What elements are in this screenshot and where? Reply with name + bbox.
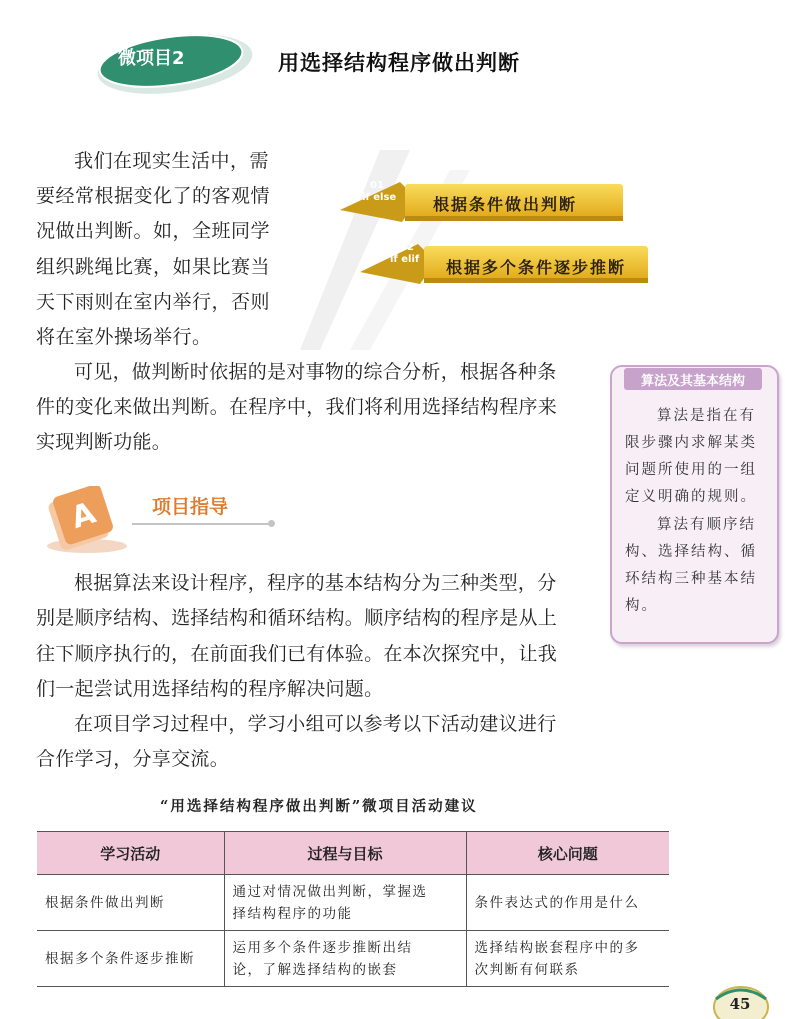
body-line: 往下顺序执行的，在前面我们已有体验。在本次探究中，让我 [36, 643, 558, 665]
arrow-label: 根据多个条件逐步推断 [446, 258, 627, 277]
body-line: 们一起尝试用选择结构的程序解决问题。 [36, 678, 384, 700]
section-letter: A [67, 495, 100, 537]
arrow-number: 02 [400, 242, 414, 253]
sidebar-line: 限步骤内求解某类 [625, 435, 757, 451]
table-cell-process: 通过对情况做出判断，掌握选 择结构程序的功能 [224, 875, 466, 931]
body-line: 合作学习，分享交流。 [36, 748, 230, 770]
section-a-icon [42, 486, 132, 556]
arrow-label: 根据条件做出判断 [433, 195, 578, 214]
body-line: 别是顺序结构、选择结构和循环结构。顺序结构的程序是从上 [36, 607, 558, 629]
page-number: 45 [729, 995, 751, 1013]
intro-line: 组织跳绳比赛，如果比赛当 [36, 256, 271, 278]
body-line: 件的变化来做出判断。在程序中，我们将利用选择结构程序来 [36, 396, 558, 418]
table-cell-activity: 根据条件做出判断 [37, 875, 224, 931]
arrow-number: 01 [370, 180, 384, 191]
intro-line: 将在室外操场举行。 [36, 326, 212, 348]
body-line: 可见，做判断时依据的是对事物的综合分析，根据各种条 [74, 361, 557, 383]
sidebar-line: 构。 [625, 598, 658, 614]
column-header: 过程与目标 [224, 832, 466, 875]
table-header-row [37, 832, 669, 875]
table-cell-question: 条件表达式的作用是什么 [466, 875, 669, 931]
arrow-item-if-else [340, 176, 625, 224]
table-cell-activity: 根据多个条件逐步推断 [37, 931, 224, 987]
column-header: 核心问题 [466, 832, 669, 875]
sidebar-line: 定义明确的规则。 [625, 489, 757, 505]
intro-line: 况做出判断。如，全班同学 [36, 220, 271, 242]
table-row [37, 931, 669, 987]
sidebar-line: 算法是指在有 [657, 408, 756, 424]
body-line: 实现判断功能。 [36, 431, 172, 453]
intro-line: 要经常根据变化了的客观情 [36, 185, 271, 207]
activity-table [37, 831, 669, 987]
sidebar-title: 算法及其基本结构 [640, 374, 745, 389]
table-caption: “用选择结构程序做出判断”微项目活动建议 [160, 798, 478, 815]
arrow-item-if-elif [360, 238, 650, 286]
page-title: 用选择结构程序做出判断 [278, 51, 520, 75]
section-rule-dot [268, 520, 275, 527]
intro-line: 天下雨则在室内举行，否则 [36, 291, 271, 313]
project-badge-label: 微项目2 [118, 48, 185, 69]
table-cell-process: 运用多个条件逐步推断出结 论，了解选择结构的嵌套 [224, 931, 466, 987]
sidebar-line: 算法有顺序结 [657, 517, 756, 533]
body-line: 根据算法来设计程序，程序的基本结构分为三种类型，分 [74, 572, 557, 594]
section-title: 项目指导 [152, 496, 229, 518]
column-header: 学习活动 [37, 832, 224, 875]
sidebar-line: 环结构三种基本结 [625, 571, 757, 587]
body-line: 在项目学习过程中，学习小组可以参考以下活动建议进行 [74, 713, 557, 735]
section-rule [132, 523, 272, 525]
sidebar-line: 问题所使用的一组 [625, 462, 757, 478]
table-cell-question: 选择结构嵌套程序中的多 次判断有何联系 [466, 931, 669, 987]
intro-line: 我们在现实生活中，需 [74, 150, 270, 172]
arrow-code: if else [362, 192, 397, 203]
sidebar-line: 构、选择结构、循 [625, 544, 757, 560]
arrow-code: if elif [390, 254, 420, 265]
table-row [37, 875, 669, 931]
